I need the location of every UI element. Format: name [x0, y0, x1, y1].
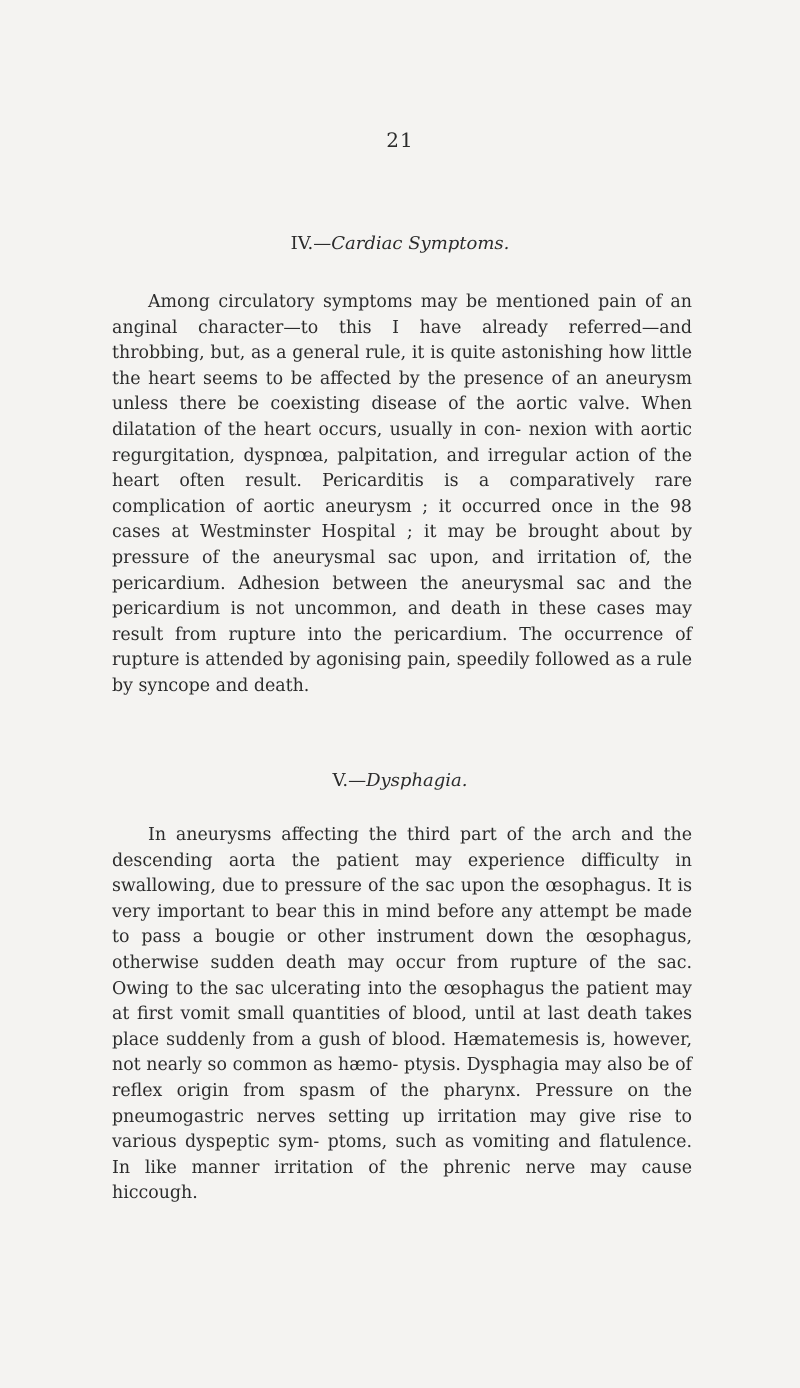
section-heading-dysphagia	[0, 770, 800, 791]
page-number: 21	[386, 128, 414, 152]
section-heading-cardiac-symptoms	[0, 233, 800, 254]
section-title: Dysphagia.	[366, 770, 468, 791]
paragraph-dysphagia: In aneurysms affecting the third part of the arch and the descending aorta the patient may experience difficulty in swallowing, due to pressure of the sac upon the œsophagus. It is very important to bear this in mind before any attempt be made to pass a bougie or other instrument down the œsophagus, otherwise sudden death may occur from rupture of the sac. Owing to the sac ulcerating into the œsophagus the patient may at first vomit small quantities of blood, until at last death takes place suddenly from a gush of blood. Hæmatemesis is, however, not nearly so common as hæmo- ptysis. Dysphagia may also be of reflex origin from spasm of the pharynx. Pressure on the pneumogastric nerves setting up irritation may give rise to various dyspeptic sym- ptoms, such as vomiting and flatulence. In like manner irritation of the phrenic nerve may cause hiccough.	[112, 825, 692, 1204]
section-numeral: IV.—	[290, 233, 332, 254]
paragraph-cardiac-symptoms: Among circulatory symptoms may be mentioned pain of an anginal character—to this I have already referred—and throbbing, but, as a general rule, it is quite astonishing how little the heart seems to be affected by the presence of an aneurysm unless there be coexisting disease of the aortic valve. When dilatation of the heart occurs, usually in con- nexion with aortic regurgitation, dyspnœa, palpitation, and irregular action of the heart often result. Pericarditis is a comparatively rare complication of aortic aneurysm ; it occurred once in the 98 cases at Westminster Hospital ; it may be brought about by pressure of the aneurysmal sac upon, and irritation of, the pericardium. Adhesion between the aneurysmal sac and the pericardium is not uncommon, and death in these cases may result from rupture into the pericardium. The occurrence of rupture is attended by agonising pain, speedily followed as a rule by syncope and death.	[112, 292, 692, 696]
section-numeral: V.—	[332, 770, 367, 791]
section-title: Cardiac Symptoms.	[331, 233, 510, 254]
